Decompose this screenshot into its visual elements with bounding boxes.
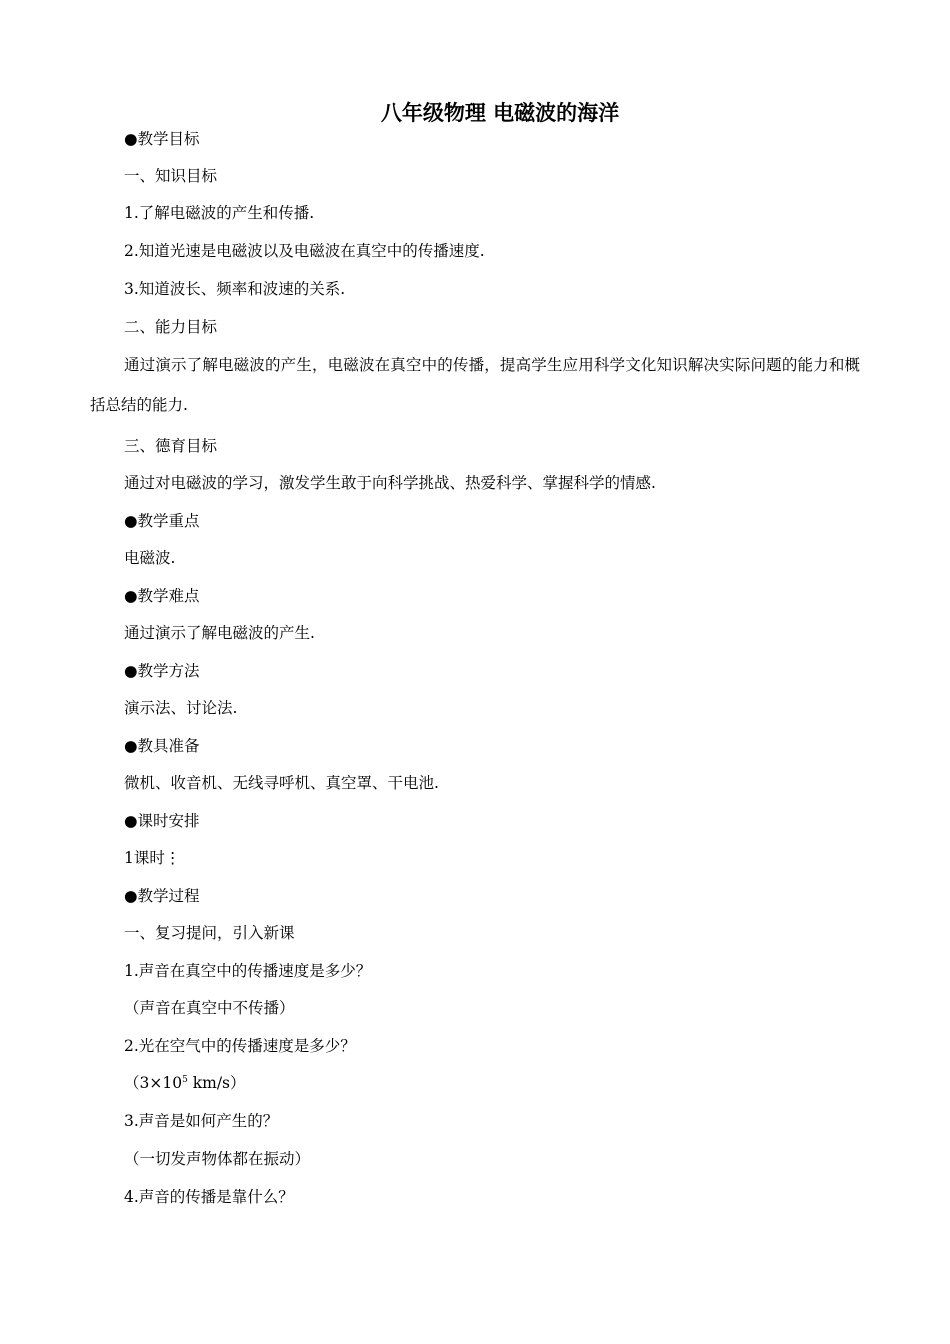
difficulties-text: 通过演示了解电磁波的产生.: [124, 624, 315, 642]
answer-2: [124, 1072, 246, 1094]
section-heading-teaching-goals: ●教学目标: [124, 130, 200, 148]
question-3: 3.声音是如何产生的？: [124, 1112, 279, 1130]
section-heading-methods: ●教学方法: [124, 662, 200, 680]
schedule-text: 1课时⋮: [124, 849, 181, 867]
methods-text: 演示法、讨论法.: [124, 699, 238, 717]
equipment-text: 微机、收音机、无线寻呼机、真空罩、干电池.: [124, 774, 439, 792]
answer-2-exponent: 5: [182, 1075, 188, 1085]
subheading-knowledge-goals: 一、知识目标: [124, 167, 218, 185]
question-4: 4.声音的传播是靠什么？: [124, 1188, 294, 1206]
section-heading-process: ●教学过程: [124, 887, 200, 905]
process-step-heading: 一、复习提问，引入新课: [124, 924, 295, 942]
subheading-moral-goals: 三、德育目标: [124, 437, 218, 455]
knowledge-goal-item-1: 1.了解电磁波的产生和传播.: [124, 204, 315, 222]
subheading-ability-goals: 二、能力目标: [124, 318, 218, 336]
knowledge-goal-item-2: 2.知道光速是电磁波以及电磁波在真空中的传播速度.: [124, 242, 485, 260]
section-heading-difficulties: ●教学难点: [124, 587, 200, 605]
question-1: 1.声音在真空中的传播速度是多少？: [124, 962, 372, 980]
knowledge-goal-item-3: 3.知道波长、频率和波速的关系.: [124, 280, 346, 298]
key-points-text: 电磁波.: [124, 549, 176, 567]
answer-2-unit: km/s）: [187, 1074, 246, 1092]
section-heading-equipment: ●教具准备: [124, 737, 200, 755]
answer-1: （声音在真空中不传播）: [124, 999, 295, 1017]
answer-2-value: （3×10: [124, 1074, 183, 1092]
section-heading-key-points: ●教学重点: [124, 512, 200, 530]
question-2: 2.光在空气中的传播速度是多少？: [124, 1037, 356, 1055]
ability-goal-paragraph: 通过演示了解电磁波的产生，电磁波在真空中的传播，提高学生应用科学文化知识解决实际问题的能力和概括总结的能力.: [90, 356, 860, 414]
document-title: 八年级物理 电磁波的海洋: [380, 101, 620, 125]
answer-3: （一切发声物体都在振动）: [124, 1150, 311, 1168]
section-heading-schedule: ●课时安排: [124, 812, 200, 830]
moral-goal-text: 通过对电磁波的学习，激发学生敢于向科学挑战、热爱科学、掌握科学的情感.: [124, 474, 656, 492]
